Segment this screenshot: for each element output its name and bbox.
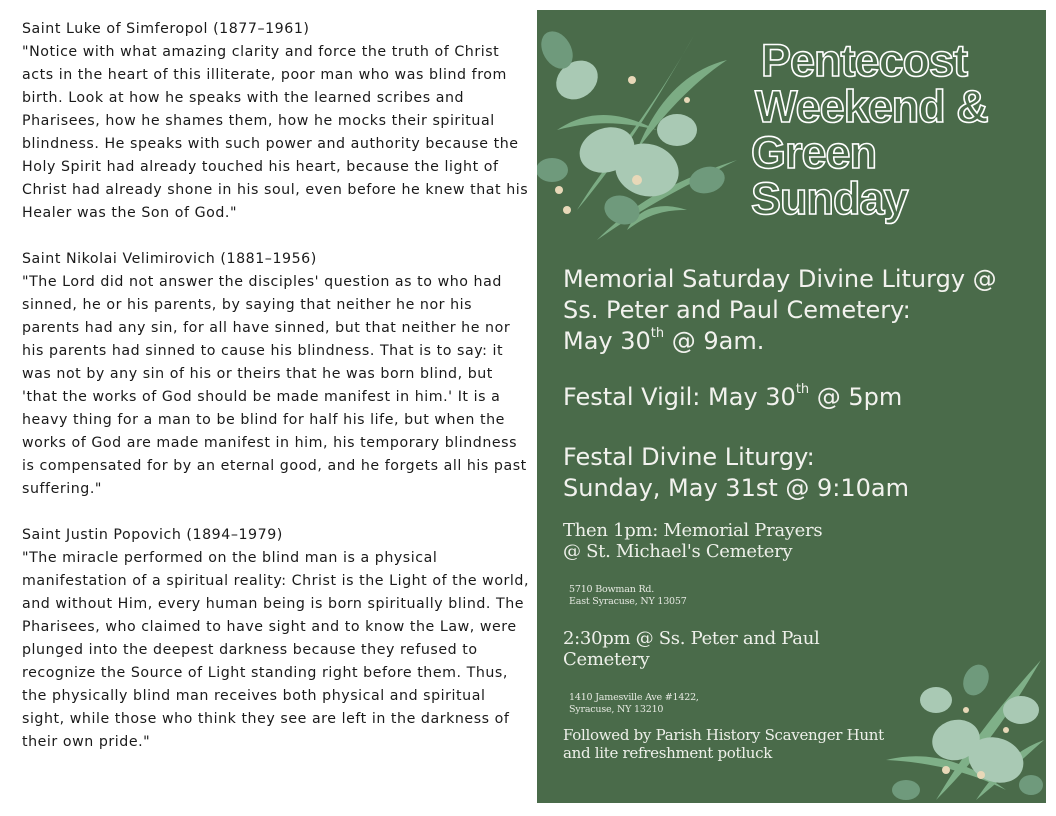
second-service: 2:30pm @ Ss. Peter and Paul Cemetery <box>563 628 820 670</box>
quote-text: "Notice with what amazing clarity and force the truth of Christ acts in the heart of this illiterate, poor man who was blind from birth. Look at how he speaks with the learned scribes and Pharisees, how he shames them, how he mocks their spiritual blindness. He speaks with such power and authority because the Holy Spirit had already touched his heart, because the light of Christ had already shone in his soul, even before he knew that his Healer was the Son of God." <box>22 44 529 221</box>
liturgy-line: Sunday, May 31st @ 9:10am <box>563 474 909 502</box>
memorial-line: Memorial Saturday Divine Liturgy @ <box>563 265 997 293</box>
liturgy-line: Festal Divine Liturgy: <box>563 443 815 471</box>
followup-note: Followed by Parish History Scavenger Hunt and lite refreshment potluck <box>563 726 884 762</box>
title-line: Weekend & <box>755 81 988 132</box>
event-flyer <box>537 10 1046 803</box>
quote-author: Saint Nikolai Velimirovich (1881–1956) <box>22 251 317 267</box>
memorial-line: Ss. Peter and Paul Cemetery: <box>563 296 911 324</box>
quote-justin <box>22 524 532 754</box>
festal-vigil: Festal Vigil: May 30th @ 5pm <box>563 382 903 411</box>
eucalyptus-top-icon <box>537 10 757 260</box>
quote-text: "The Lord did not answer the disciples' question as to who had sinned, he or his parents, by saying that neither he nor his parents had any sin, for all have sinned, but that neither he nor his parents had sinned to cause his blindness. That is to say: it was not by any sin of his or theirs that he was born blind, but 'that the works of God should be made manifest in him.' It is a heavy thing for a man to be blind for half his life, but when the works of God are made manifest in him, his temporary blindness is compensated for by an eternal good, and he forgets all his past suffering." <box>22 274 527 497</box>
memorial-date: May 30th @ 9am. <box>563 326 765 355</box>
quote-nikolai <box>22 248 532 501</box>
eucalyptus-bottom-icon <box>876 650 1046 803</box>
st-michaels-address: 5710 Bowman Rd. East Syracuse, NY 13057 <box>569 584 687 607</box>
title-line: Sunday <box>751 173 908 224</box>
memorial-prayers: Then 1pm: Memorial Prayers @ St. Michael's Cemetery <box>563 520 823 562</box>
flyer-title <box>751 35 1041 224</box>
quote-author: Saint Justin Popovich (1894–1979) <box>22 527 283 543</box>
quote-author: Saint Luke of Simferopol (1877–1961) <box>22 21 310 37</box>
quotes-column <box>22 18 532 777</box>
ss-peter-paul-address: 1410 Jamesville Ave #1422, Syracuse, NY 13210 <box>569 692 699 715</box>
quote-text: "The miracle performed on the blind man is a physical manifestation of a spiritual reality: Christ is the Light of the world, and without Him, every human being is born spiritually blind. The Pharisees, who claimed to have sight and to know the Law, were plunged into the deepest darkness because they refused to recognize the Source of Light standing right before them. Thus, the physically blind man receives both physical and spiritual sight, while those who think they see are left in the darkness of their own pride." <box>22 550 530 750</box>
memorial-saturday <box>563 264 997 357</box>
quote-luke <box>22 18 532 225</box>
title-line: Pentecost <box>761 35 968 86</box>
festal-liturgy <box>563 442 909 504</box>
title-line: Green <box>751 127 877 178</box>
